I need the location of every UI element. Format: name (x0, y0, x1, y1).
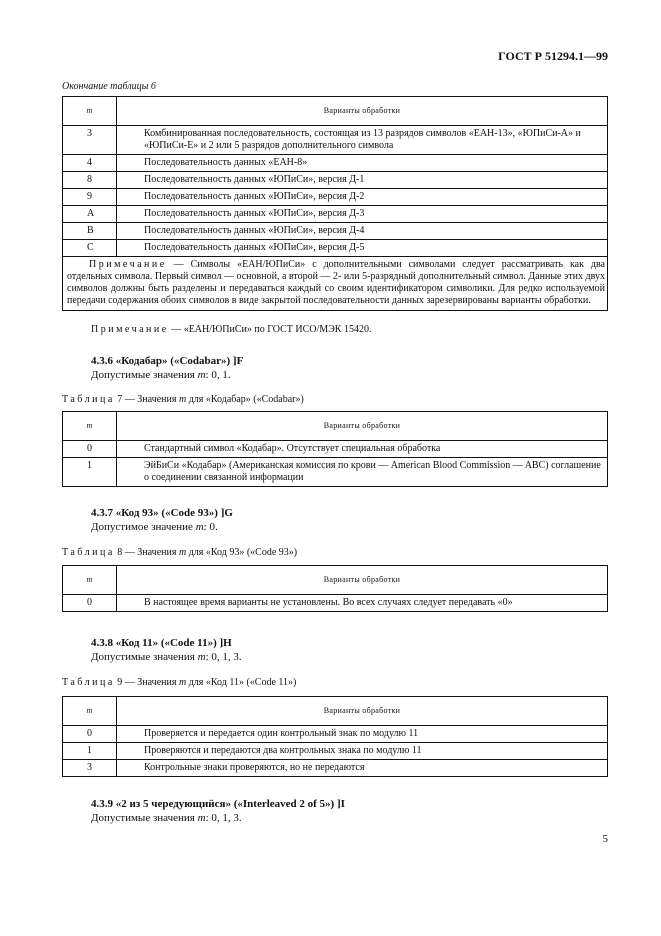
variant-cell: Последовательность данных «ЮПиСи», версия Д-5 (117, 240, 608, 257)
var-m: m (197, 651, 206, 663)
col-m-header: m (63, 566, 117, 595)
allowed-prefix: Допустимое значение (91, 521, 196, 533)
table9-caption (62, 677, 296, 688)
table-row (63, 441, 608, 458)
variant-cell: Комбинированная последовательность, состоящая из 13 разрядов символов «ЕАН-13», «ЮПиСи-А» и «ЮПиСи-Е» и 2 или 5 разрядов дополнительного символа (117, 126, 608, 155)
caption-prefix: 7 — Значения (114, 394, 179, 405)
table-row (63, 458, 608, 487)
col-variants-header: Варианты обработки (117, 97, 608, 126)
allowed-prefix: Допустимые значения (91, 812, 198, 824)
col-m-header: m (63, 412, 117, 441)
table-row (63, 189, 608, 206)
caption-prefix: 8 — Значения (114, 547, 179, 558)
section-text-437 (91, 521, 218, 533)
table-header-row (63, 566, 608, 595)
note-label: Примечание (89, 259, 167, 270)
var-m: m (197, 812, 206, 824)
m-cell: B (63, 223, 117, 240)
section-text-439 (91, 812, 242, 824)
variant-cell: Последовательность данных «ЕАН-8» (117, 155, 608, 172)
table-label: Таблица (62, 547, 115, 558)
table-note-row (63, 257, 608, 311)
table-row (63, 726, 608, 743)
caption-suffix: для «Кодабар» («Codabar») (186, 394, 304, 405)
caption-prefix: 9 — Значения (114, 677, 179, 688)
table6-caption: Окончание таблицы 6 (62, 81, 156, 92)
col-m-header: m (63, 97, 117, 126)
table-label: Таблица (62, 394, 115, 405)
page-number: 5 (602, 833, 608, 845)
allowed-values: : 0, 1. (205, 369, 231, 381)
note-text: — Символы «ЕАН/ЮПиСи» с дополнительными символами следует рассматривать как два отдельных символа. Первый символ — основной, а второй — 2- или 5-разрядный дополнительный символ. Данные этих двух символов должны быть разделены и передаваться каждый со своим идентификатором символики. Для редко используемой передачи содержания обоих символов в виде закрытой последовательности данных зарезервированы варианты обработки. (67, 259, 605, 306)
var-m: m (197, 369, 206, 381)
m-cell: 3 (63, 126, 117, 155)
table-8 (62, 565, 608, 612)
var-m: m (195, 521, 204, 533)
m-cell: 8 (63, 172, 117, 189)
table-6 (62, 96, 608, 311)
variant-cell: Контрольные знаки проверяются, но не передаются (117, 760, 608, 777)
note2-label: Примечание (91, 324, 169, 335)
m-cell: 4 (63, 155, 117, 172)
variant-cell: Последовательность данных «ЮПиСи», версия Д-1 (117, 172, 608, 189)
var-m: m (178, 677, 187, 688)
note2-text: — «ЕАН/ЮПиСи» по ГОСТ ИСО/МЭК 15420. (168, 324, 372, 335)
section-heading-438: 4.3.8 «Код 11» («Code 11») ]H (91, 637, 232, 649)
section-text-438 (91, 651, 242, 663)
col-variants-header: Варианты обработки (117, 566, 608, 595)
m-cell: C (63, 240, 117, 257)
table-row (63, 743, 608, 760)
variant-cell: Проверяются и передаются два контрольных знака по модулю 11 (117, 743, 608, 760)
section-heading-437: 4.3.7 «Код 93» («Code 93») ]G (91, 507, 233, 519)
m-cell: 0 (63, 726, 117, 743)
table-note (63, 257, 608, 311)
col-variants-header: Варианты обработки (117, 697, 608, 726)
allowed-values: : 0, 1, 3. (205, 812, 242, 824)
section-heading-439: 4.3.9 «2 из 5 чередующийся» («Interleaved 2 of 5») ]I (91, 798, 345, 810)
section-text-436 (91, 369, 231, 381)
variant-cell: В настоящее время варианты не установлены. Во всех случаях следует передавать «0» (117, 595, 608, 612)
table-9 (62, 696, 608, 777)
variant-cell: Последовательность данных «ЮПиСи», версия Д-2 (117, 189, 608, 206)
table-row (63, 240, 608, 257)
allowed-prefix: Допустимые значения (91, 651, 198, 663)
section-heading-436: 4.3.6 «Кодабар» («Codabar») ]F (91, 355, 244, 367)
table7-caption (62, 394, 304, 405)
var-m: m (178, 547, 187, 558)
table-header-row (63, 412, 608, 441)
note-2 (91, 324, 371, 335)
table-header-row (63, 697, 608, 726)
m-cell: A (63, 206, 117, 223)
allowed-prefix: Допустимые значения (91, 369, 198, 381)
table-7 (62, 411, 608, 487)
table-label: Таблица (62, 677, 115, 688)
m-cell: 3 (63, 760, 117, 777)
table8-caption (62, 547, 297, 558)
table-row (63, 172, 608, 189)
table-row (63, 223, 608, 240)
m-cell: 0 (63, 595, 117, 612)
variant-cell: Проверяется и передается один контрольный знак по модулю 11 (117, 726, 608, 743)
table-row (63, 155, 608, 172)
table-row (63, 126, 608, 155)
table-row (63, 760, 608, 777)
m-cell: 0 (63, 441, 117, 458)
table-header-row (63, 97, 608, 126)
m-cell: 1 (63, 743, 117, 760)
variant-cell: Последовательность данных «ЮПиСи», версия Д-3 (117, 206, 608, 223)
variant-cell: Последовательность данных «ЮПиСи», версия Д-4 (117, 223, 608, 240)
allowed-values: : 0. (203, 521, 218, 533)
m-cell: 9 (63, 189, 117, 206)
variant-cell: ЭйБиСи «Кодабар» (Американская комиссия по крови — American Blood Commission — ABC) соглашение о соединении связанной информации (117, 458, 608, 487)
variant-cell: Стандартный символ «Кодабар». Отсутствует специальная обработка (117, 441, 608, 458)
doc-code: ГОСТ Р 51294.1—99 (498, 49, 608, 63)
table-row (63, 595, 608, 612)
col-variants-header: Варианты обработки (117, 412, 608, 441)
var-m: m (178, 394, 187, 405)
caption-suffix: для «Код 93» («Code 93») (186, 547, 298, 558)
allowed-values: : 0, 1, 3. (205, 651, 242, 663)
col-m-header: m (63, 697, 117, 726)
table-row (63, 206, 608, 223)
m-cell: 1 (63, 458, 117, 487)
caption-suffix: для «Код 11» («Code 11») (186, 677, 297, 688)
